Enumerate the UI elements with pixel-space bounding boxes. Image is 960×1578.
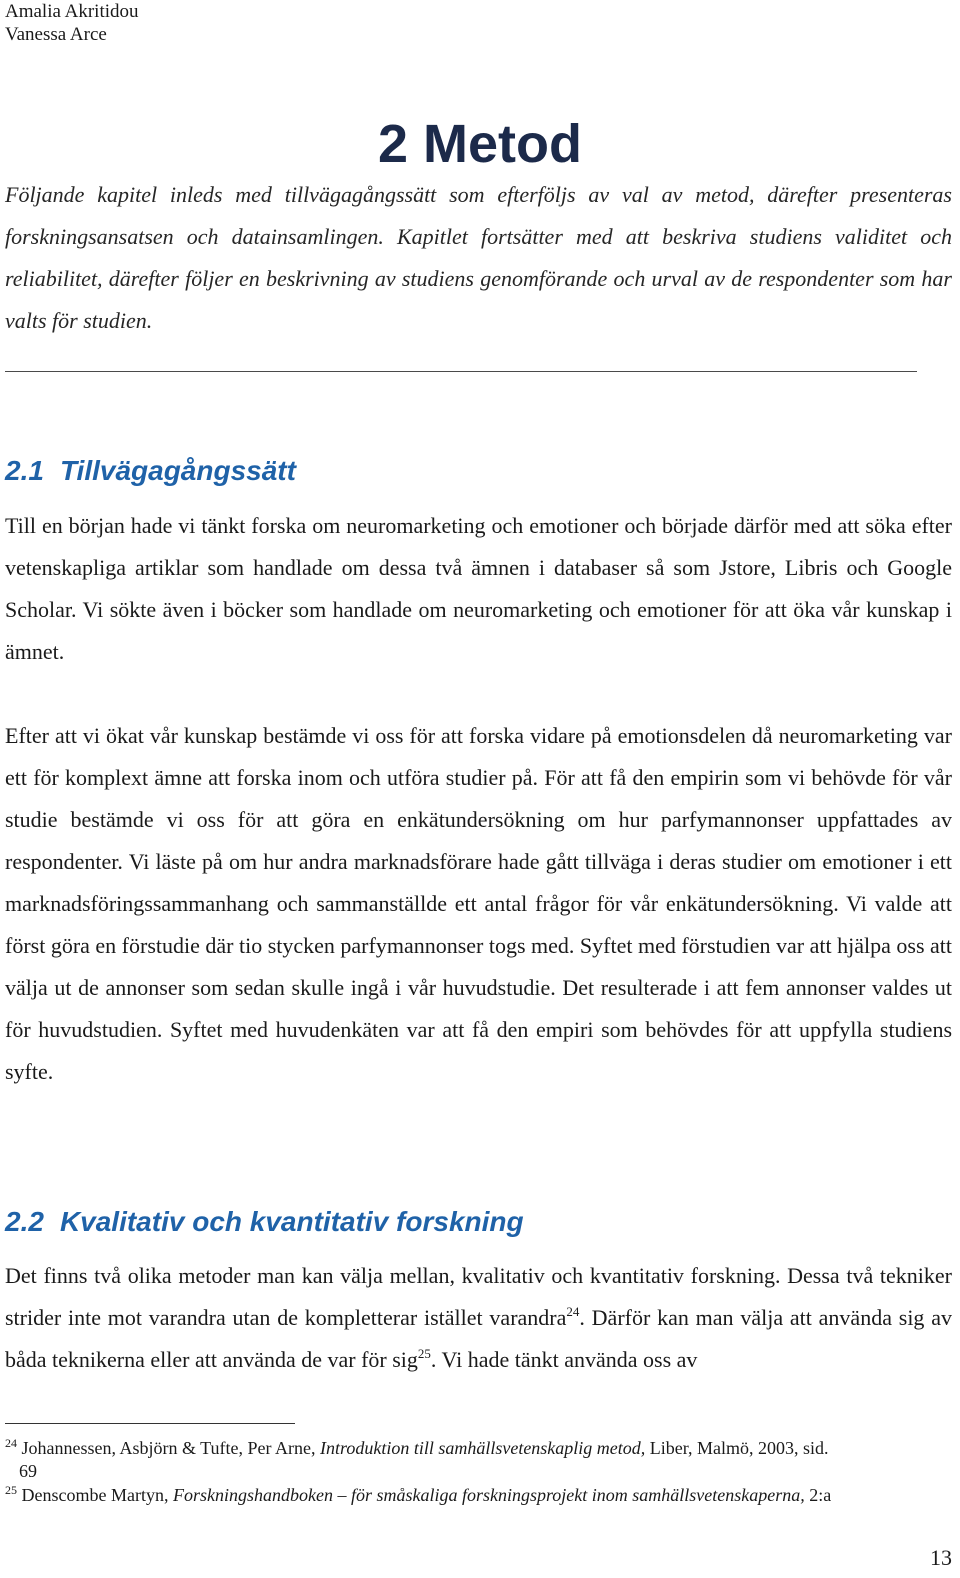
footnote-ref[interactable]: 24 [566,1304,580,1319]
section-number: 2.2 [5,1206,44,1237]
footnote-text: Johannessen, Asbjörn & Tufte, Per Arne, [17,1438,320,1458]
chapter-intro: Följande kapitel inleds med tillvägagångssätt som efterföljs av val av metod, därefter presenteras forskningsansatsen och datainsamlingen. Kapitlet fortsätter med att beskriva studiens validitet och reliabilitet, därefter följer en beskrivning av studiens genomförande och urval av de respondenter som har valts för studien. [5,182,952,333]
footnote-divider [5,1423,295,1424]
footnote-ref[interactable]: 25 [417,1346,431,1361]
footnote-title: Introduktion till samhällsvetenskaplig metod, [320,1438,646,1458]
text-run: . Vi hade tänkt använda oss av [430,1347,698,1372]
paragraph: Till en början hade vi tänkt forska om neuromarketing och emotioner och började därför med att söka efter vetenskapliga artiklar som handlade om dessa två ämnen i databaser så som Jstore, Libris och Google Scholar. Vi sökte även i böcker som handlade om neuromarketing och emotioner för att öka vår kunskap i ämnet. [5,513,952,664]
chapter-title: 2 Metod [377,114,582,174]
section-heading [5,454,296,488]
footnote-continuation: 69 [19,1461,37,1481]
page-number: 13 [930,1545,952,1570]
author-name: Amalia Akritidou [5,1,139,22]
footnote-number: 24 [5,1436,17,1450]
footnote [5,1437,952,1460]
paragraph: Efter att vi ökat vår kunskap bestämde vi oss för att forska vidare på emotionsdelen då neuromarketing var ett för komplext ämne att forska inom och utföra studier på. För att få den empirin som vi behövde för vår studie bestämde vi oss för att göra en enkätundersökning om hur parfymannonser uppfattades av respondenter. Vi läste på om hur andra marknadsförare hade gått tillväga i deras studier om emotioner i ett marknadsföringssammanhang och sammanställde ett antal frågor för vår enkätundersökning. Vi valde att först göra en förstudie där tio stycken parfymannonser togs med. Syftet med förstudien var att hjälpa oss att välja ut de annonser som sedan skulle ingå i vår huvudstudie. Det resulterade i att fem annonser valdes ut för huvudstudien. Syftet med huvudenkäten var att få den empiri som behövdes för att uppfylla studiens syfte. [5,723,952,1084]
divider [5,371,917,372]
footnote-text: Denscombe Martyn, [17,1485,173,1505]
text-run: . Därför kan man välja att använda sig av båda teknikerna eller att använda de var för sig [5,1305,952,1372]
footnote-text: 2:a [804,1485,832,1505]
footnote [5,1484,952,1507]
section-number: 2.1 [5,455,44,486]
section-title: Kvalitativ och kvantitativ forskning [59,1206,524,1237]
footnote-text: Liber, Malmö, 2003, sid. [645,1438,829,1458]
footnote-number: 25 [5,1483,17,1497]
footnote-title: Forskningshandboken – för småskaliga forskningsprojekt inom samhällsvetenskaperna, [172,1485,805,1505]
text-run: Det finns två olika metoder man kan välja mellan, kvalitativ och kvantitativ forskning. Dessa två tekniker strider inte mot varandra utan de kompletterar istället varandra [5,1263,952,1330]
section-title: Tillvägagångssätt [59,455,296,486]
section-heading [5,1205,524,1239]
author-name: Vanessa Arce [5,24,107,45]
paragraph [5,1255,952,1381]
page-header [5,0,139,46]
